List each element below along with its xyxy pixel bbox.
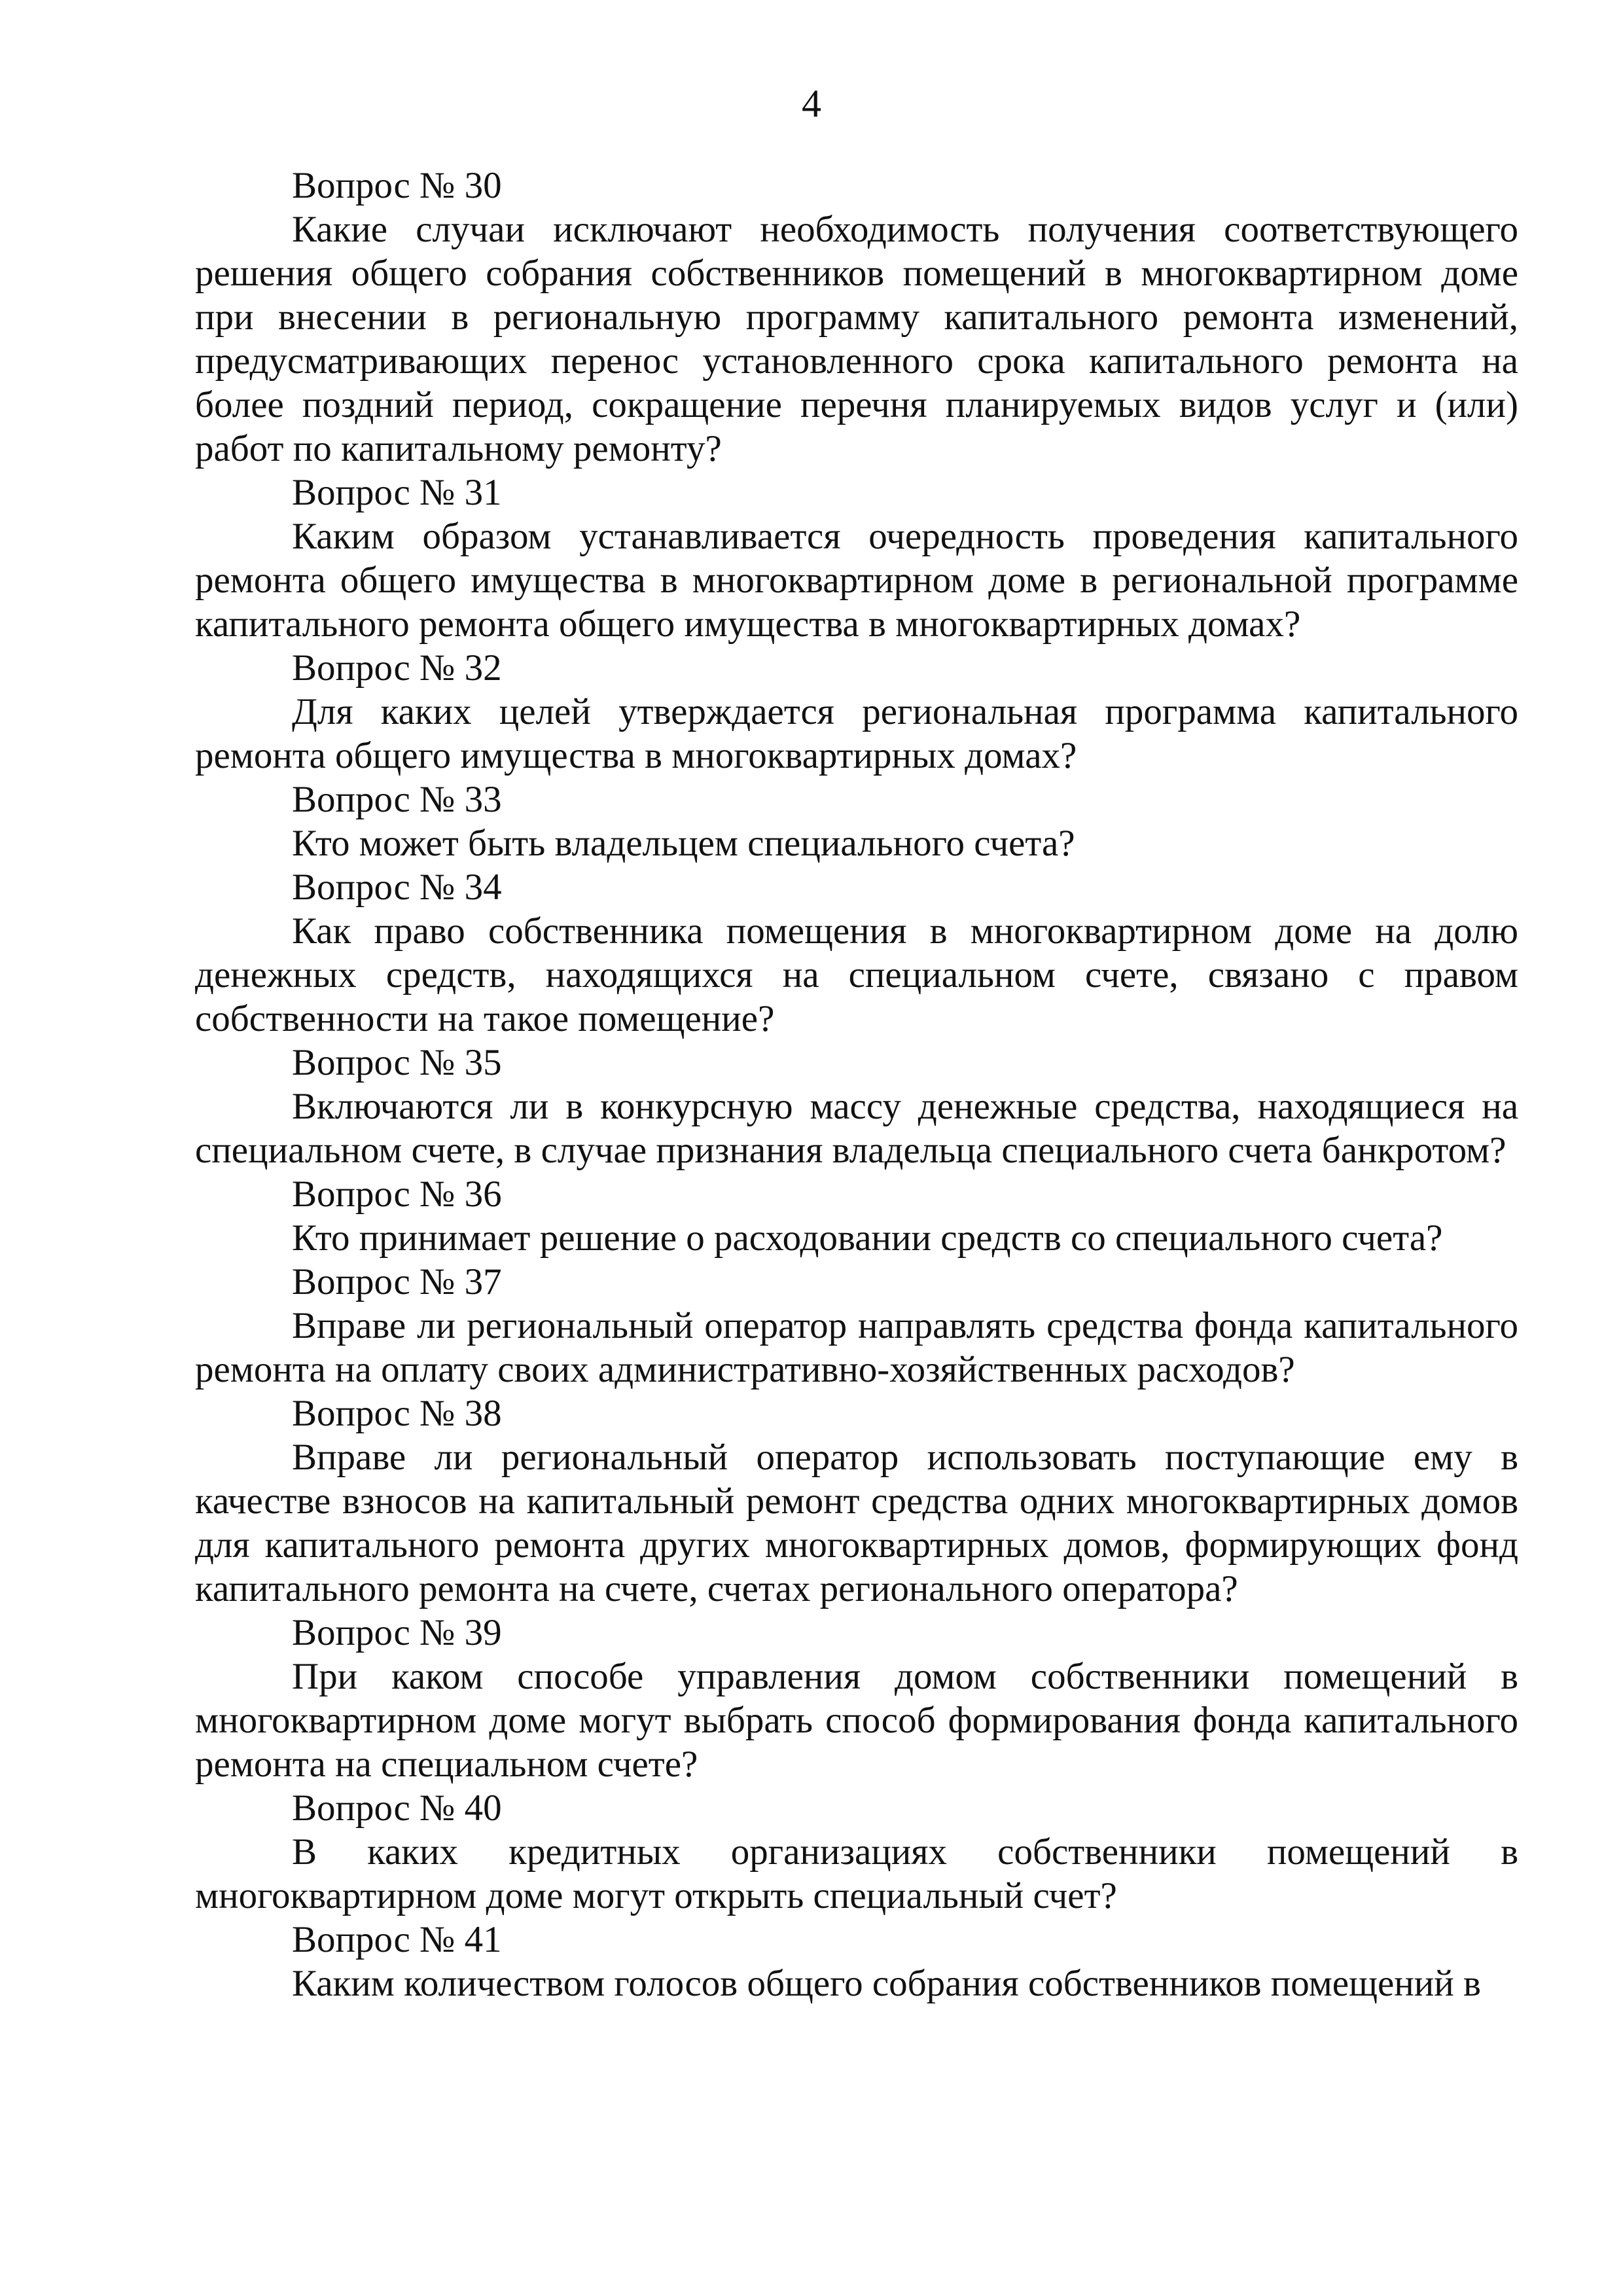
question-text: В каких кредитных организациях собственники помещений в многоквартирном доме могут открыть специальный счет? [195, 1831, 1518, 1916]
question-text: Каким образом устанавливается очередность проведения капитального ремонта общего имущества в многоквартирном доме в региональной программе капитального ремонта общего имущества в многоквартирных домах? [195, 516, 1518, 645]
question-text: Для каких целей утверждается региональная программа капитального ремонта общего имущества в многоквартирных домах? [195, 691, 1518, 776]
question-heading: Вопрос № 38 [292, 1393, 502, 1434]
question-40 [195, 1786, 1518, 1918]
question-text: Каким количеством голосов общего собрания собственников помещений в [292, 1963, 1481, 2004]
question-heading: Вопрос № 31 [292, 472, 502, 513]
question-text: Кто принимает решение о расходовании средств со специального счета? [292, 1217, 1443, 1259]
question-text: Включаются ли в конкурсную массу денежные средства, находящиеся на специальном счете, в случае признания владельца специального счета банкротом? [195, 1086, 1518, 1171]
question-text: Кто может быть владельцем специального счета? [292, 823, 1075, 864]
question-text: Как право собственника помещения в многоквартирном доме на долю денежных средств, находящихся на специальном счете, связано с правом собственности на такое помещение? [195, 910, 1518, 1039]
question-35 [195, 1041, 1518, 1172]
question-32 [195, 646, 1518, 778]
question-heading: Вопрос № 37 [292, 1261, 502, 1302]
question-text: Вправе ли региональный оператор направлять средства фонда капитального ремонта на оплату своих административно-хозяйственных расходов? [195, 1305, 1518, 1390]
question-list [195, 164, 1518, 2005]
question-text: При каком способе управления домом собственники помещений в многоквартирном доме могут выбрать способ формирования фонда капитального ремонта на специальном счете? [195, 1656, 1518, 1785]
question-41 [195, 1918, 1518, 2005]
question-heading: Вопрос № 40 [292, 1787, 502, 1829]
question-heading: Вопрос № 32 [292, 647, 502, 689]
question-31 [195, 471, 1518, 646]
question-heading: Вопрос № 35 [292, 1042, 502, 1083]
question-heading: Вопрос № 34 [292, 867, 502, 908]
question-33 [195, 778, 1518, 865]
question-36 [195, 1172, 1518, 1260]
question-heading: Вопрос № 39 [292, 1612, 502, 1653]
question-heading: Вопрос № 30 [292, 165, 502, 206]
question-heading: Вопрос № 36 [292, 1174, 502, 1215]
question-37 [195, 1260, 1518, 1391]
question-30 [195, 164, 1518, 471]
page-number: 4 [802, 82, 821, 125]
question-heading: Вопрос № 33 [292, 779, 502, 820]
question-text: Какие случаи исключают необходимость получения соответствующего решения общего собрания собственников помещений в многоквартирном доме при внесении в региональную программу капитального ремонта изменений, предусматривающих перенос установленного срока капитального ремонта на более поздний период, сокращение перечня планируемых видов услуг и (или) работ по капитальному ремонту? [195, 209, 1518, 469]
question-heading: Вопрос № 41 [292, 1919, 502, 1960]
question-39 [195, 1611, 1518, 1786]
question-38 [195, 1391, 1518, 1611]
question-text: Вправе ли региональный оператор использовать поступающие ему в качестве взносов на капитальный ремонт средства одних многоквартирных домов для капитального ремонта других многоквартирных домов, формирующих фонд капитального ремонта на счете, счетах регионального оператора? [195, 1437, 1518, 1609]
question-34 [195, 865, 1518, 1041]
